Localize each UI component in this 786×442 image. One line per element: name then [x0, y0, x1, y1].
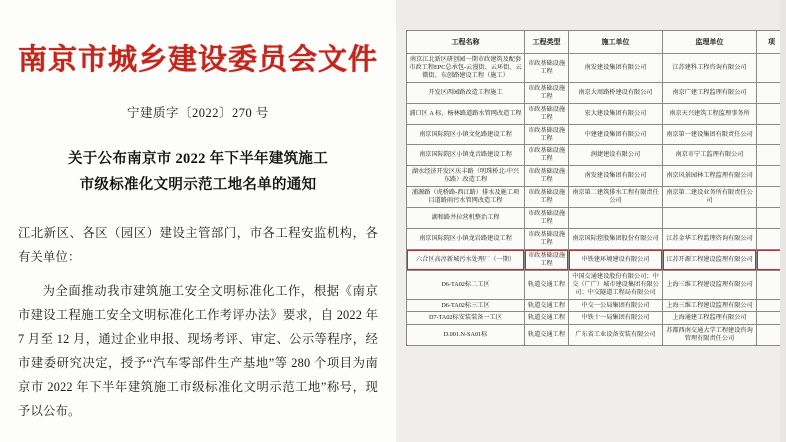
project-name-cell: D6-TA02标三工区: [407, 299, 525, 312]
project-type-cell: 市政基础设施工程: [525, 103, 569, 124]
construction-unit-cell: 宏大建设集团有限公司: [569, 103, 663, 124]
project-table-sheet: [406, 30, 786, 346]
supervision-unit-cell: [663, 208, 757, 229]
table-row: [407, 124, 786, 145]
project-name-cell: 湖水经济开发区庆丰路（明珠桥北-中兴东路）改造工程: [407, 166, 525, 187]
project-name-cell: 六合区高淳新城污水处理厂（一期）: [407, 249, 525, 270]
table-row: [407, 325, 786, 346]
project-type-cell: 市政基础设施工程: [525, 54, 569, 83]
document-paragraph: 江北新区、各区（园区）建设主管部门，市各工程安监机构，各有关单位：: [18, 226, 378, 265]
supervision-unit-cell: 南京第二建设业务所有限责任公司: [663, 187, 757, 208]
project-name-cell: 浦口区 A 标、杨林路道路水管网改造工程: [407, 103, 525, 124]
project-type-cell: 轨道交通工程: [525, 325, 569, 346]
project-type-cell: 轨道交通工程: [525, 299, 569, 312]
supervision-unit-cell: 南京风景园林工程监理有限公司: [663, 166, 757, 187]
construction-unit-cell: 中建建设集团有限公司: [569, 124, 663, 145]
supervision-unit-cell: 江苏开源工程建设监理有限公司: [663, 249, 757, 270]
supervision-unit-cell: 南京第一建设集团有限责任公司: [663, 124, 757, 145]
supervision-unit-cell: 上海三维工程建设监理有限公司: [663, 270, 757, 299]
project-name-cell: D7-TA02标安装装备一工区: [407, 312, 525, 325]
project-name-cell: 南京江北新区研创园一期市政建筑及配套市政工程EPC总承包-云漫街、云环街、云微街、东创路建设工程（施工）: [407, 54, 525, 83]
supervision-unit-cell: 南京天兴建筑工程监理事务所: [663, 103, 757, 124]
document-number: 宁建质字〔2022〕270 号: [127, 106, 269, 121]
project-name-cell: D6-TA02标二工区: [407, 270, 525, 299]
column-header-extra: 项: [757, 31, 786, 54]
project-name-cell: 南京国际院区小镇龙岩路建设工程: [407, 228, 525, 249]
table-row: [407, 249, 786, 270]
table-row: [407, 103, 786, 124]
supervision-unit-cell: 上海三维工程建设监理有限公司: [663, 299, 757, 312]
table-row: [407, 54, 786, 83]
table-row: [407, 166, 786, 187]
table-row: [407, 145, 786, 166]
table-row: [407, 187, 786, 208]
construction-unit-cell: 南京第二建筑排水工程有限责任公司: [569, 187, 663, 208]
construction-unit-cell: 南京国际控股集团股份有限公司: [569, 228, 663, 249]
document-heading-line-2: 市级标准化文明示范工地名单的通知: [79, 176, 317, 193]
construction-unit-cell: 中铁十一局集团有限公司: [569, 312, 663, 325]
column-header-name: 工程名称: [407, 31, 525, 54]
project-type-cell: 市政基础设施工程: [525, 228, 569, 249]
project-name-cell: D.001.N-SA01标: [407, 325, 525, 346]
project-type-cell: 市政基础设施工程: [525, 187, 569, 208]
document-heading: [18, 147, 378, 198]
construction-unit-cell: 中铁建环境建设有限公司: [569, 249, 663, 270]
table-header-row: [407, 31, 786, 54]
supervision-unit-cell: 苏都西南交通大学工程建设咨询管理有限责任公司: [663, 325, 757, 346]
table-row: [407, 270, 786, 299]
supervision-unit-cell: 南京市宁工监理有限公司: [663, 145, 757, 166]
panel-right-edge: [780, 0, 786, 442]
document-content: [18, 18, 378, 424]
project-name-cell: 南京国际院区小镇龙音路建设工程: [407, 145, 525, 166]
project-name-cell: 南京国际院区小镇文化路建设工程: [407, 124, 525, 145]
construction-unit-cell: [569, 208, 663, 229]
document-title: 南京市城乡建设委员会文件: [18, 44, 379, 76]
project-type-cell: 市政基础设施工程: [525, 124, 569, 145]
project-type-cell: 市政基础设施工程: [525, 82, 569, 103]
project-type-cell: 市政基础设施工程: [525, 249, 569, 270]
construction-unit-cell: 南发建设集团有限公司: [569, 54, 663, 83]
table-panel-right: [396, 0, 786, 442]
table-row: [407, 82, 786, 103]
table-row: [407, 208, 786, 229]
column-header-builder: 施工单位: [569, 31, 663, 54]
project-type-cell: 市政基础设施工程: [525, 208, 569, 229]
construction-unit-cell: 中交一公局集团有限公司: [569, 299, 663, 312]
table-body: [407, 54, 786, 346]
supervision-unit-cell: 南京广建工程监理有限公司: [663, 82, 757, 103]
project-type-cell: 轨道交通工程: [525, 270, 569, 299]
project-name-cell: 开发区西园路改造工程施工: [407, 82, 525, 103]
project-table: [406, 30, 786, 346]
construction-unit-cell: 广东省工业设备安装有限公司: [569, 325, 663, 346]
construction-unit-cell: 南京大周路桥建设有限公司: [569, 82, 663, 103]
project-name-cell: 湖和路井拉营机整治工程: [407, 208, 525, 229]
construction-unit-cell: 中国交通建设股份有限公司；中交（广广）城市建设集团有限公司；中交隧道工程局有限公司: [569, 270, 663, 299]
document-body: [18, 222, 378, 424]
construction-unit-cell: 润捷建设有限公司: [569, 145, 663, 166]
column-header-type: 工程类型: [525, 31, 569, 54]
project-type-cell: 市政基础设施工程: [525, 166, 569, 187]
table-row: [407, 228, 786, 249]
project-type-cell: 轨道交通工程: [525, 312, 569, 325]
column-header-supervisor: 监理单位: [663, 31, 757, 54]
table-row: [407, 299, 786, 312]
document-paragraph: 为全面推动我市建筑施工安全文明标准化工作，根据《南京市建设工程施工安全文明标准化工作考评办法》要求，自 2022 年 7 月至 12 月，通过企业申报、现场考评、审定、公示等程序，经市建委研究决定，授予“汽车零部件生产基地”等 280 个项目为南京市 2022 年下半年建筑施工市级标准化文明示范工地”称号，现予以公布。: [18, 284, 378, 418]
project-type-cell: 市政基础设施工程: [525, 145, 569, 166]
panel-top-strip: [396, 0, 786, 30]
supervision-unit-cell: 上海通建工程监理有限公司: [663, 312, 757, 325]
supervision-unit-cell: 江苏金华工程监理咨询有限公司: [663, 228, 757, 249]
supervision-unit-cell: 江苏建科工程咨询有限公司: [663, 54, 757, 83]
construction-unit-cell: 南发建设集团有限公司: [569, 166, 663, 187]
document-heading-line-1: 关于公布南京市 2022 年下半年建筑施工: [67, 151, 329, 168]
table-row: [407, 312, 786, 325]
project-name-cell: 浦源路（虎桥路-西江路）排水及施工项目道路雨污水管网改造工程: [407, 187, 525, 208]
